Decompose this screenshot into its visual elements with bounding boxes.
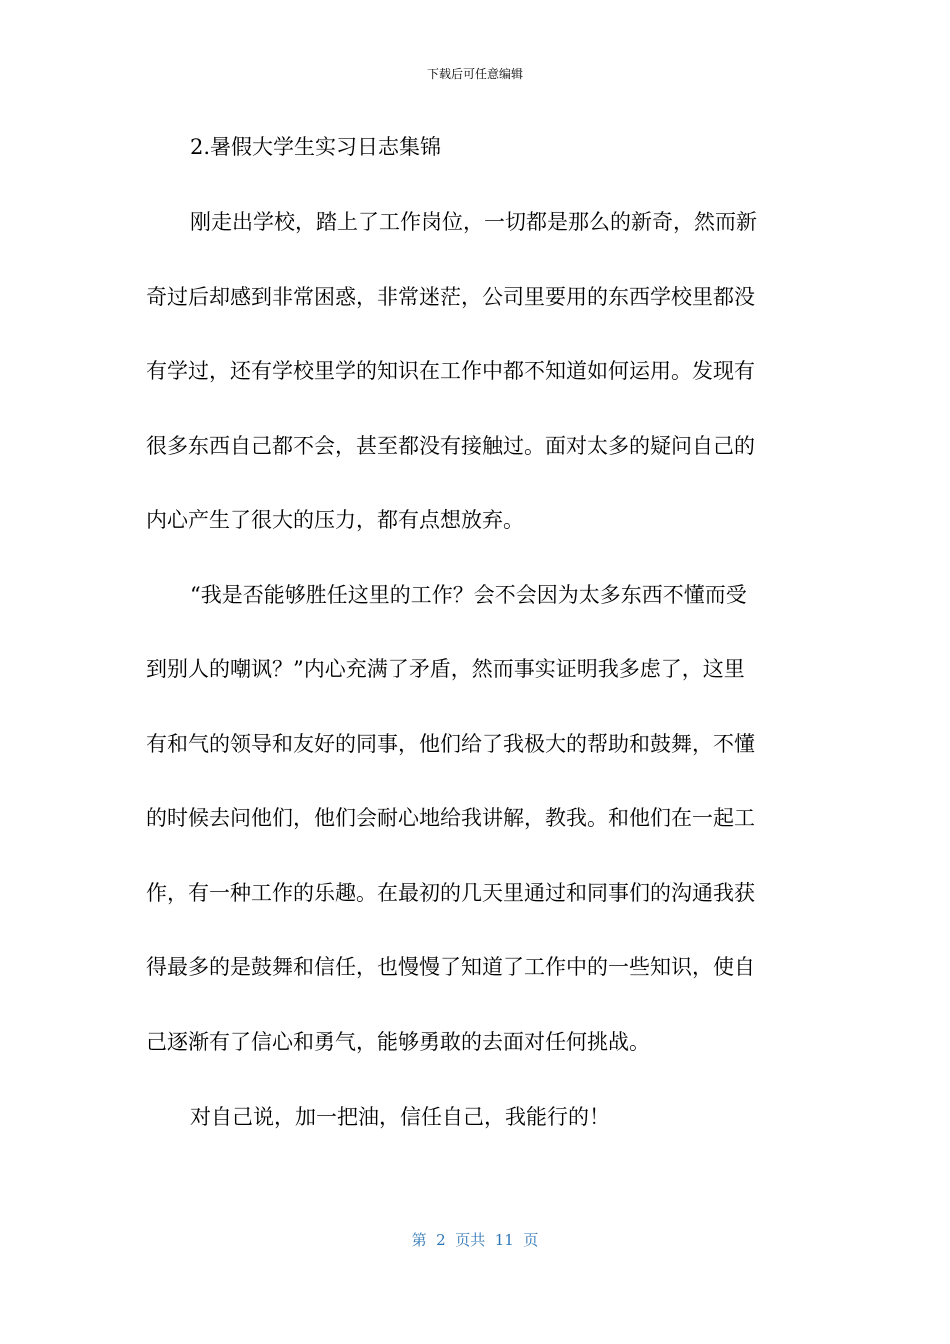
page-number: 第 2 页共 11 页 [411,1231,539,1249]
paragraph-line: 奇过后却感到非常困惑，非常迷茫，公司里要用的东西学校里都没 [146,285,755,309]
paragraph-line: 有和气的领导和友好的同事，他们给了我极大的帮助和鼓舞，不懂 [146,732,755,756]
paragraph-line: “我是否能够胜任这里的工作？会不会因为太多东西不懂而受 [190,583,747,607]
paragraph-line: 有学过，还有学校里学的知识在工作中都不知道如何运用。发现有 [146,359,755,383]
paragraph-line: 对自己说，加一把油，信任自己，我能行的！ [190,1105,610,1129]
paragraph-line: 内心产生了很大的压力，都有点想放弃。 [146,508,524,532]
page-header-note: 下载后可任意编辑 [426,67,523,81]
section-title: 2.暑假大学生实习日志集锦 [190,135,442,159]
paragraph-line: 很多东西自己都不会，甚至都没有接触过。面对太多的疑问自己的 [146,434,755,458]
paragraph-line: 的时候去问他们，他们会耐心地给我讲解，教我。和他们在一起工 [146,806,755,830]
paragraph-line: 己逐渐有了信心和勇气，能够勇敢的去面对任何挑战。 [146,1030,650,1054]
paragraph-line: 得最多的是鼓舞和信任，也慢慢了知道了工作中的一些知识，使自 [146,955,755,979]
paragraph-line: 刚走出学校，踏上了工作岗位，一切都是那么的新奇，然而新 [190,210,757,234]
paragraph-line: 到别人的嘲讽？”内心充满了矛盾，然而事实证明我多虑了，这里 [146,657,745,681]
paragraph-line: 作，有一种工作的乐趣。在最初的几天里通过和同事们的沟通我获 [146,881,755,905]
